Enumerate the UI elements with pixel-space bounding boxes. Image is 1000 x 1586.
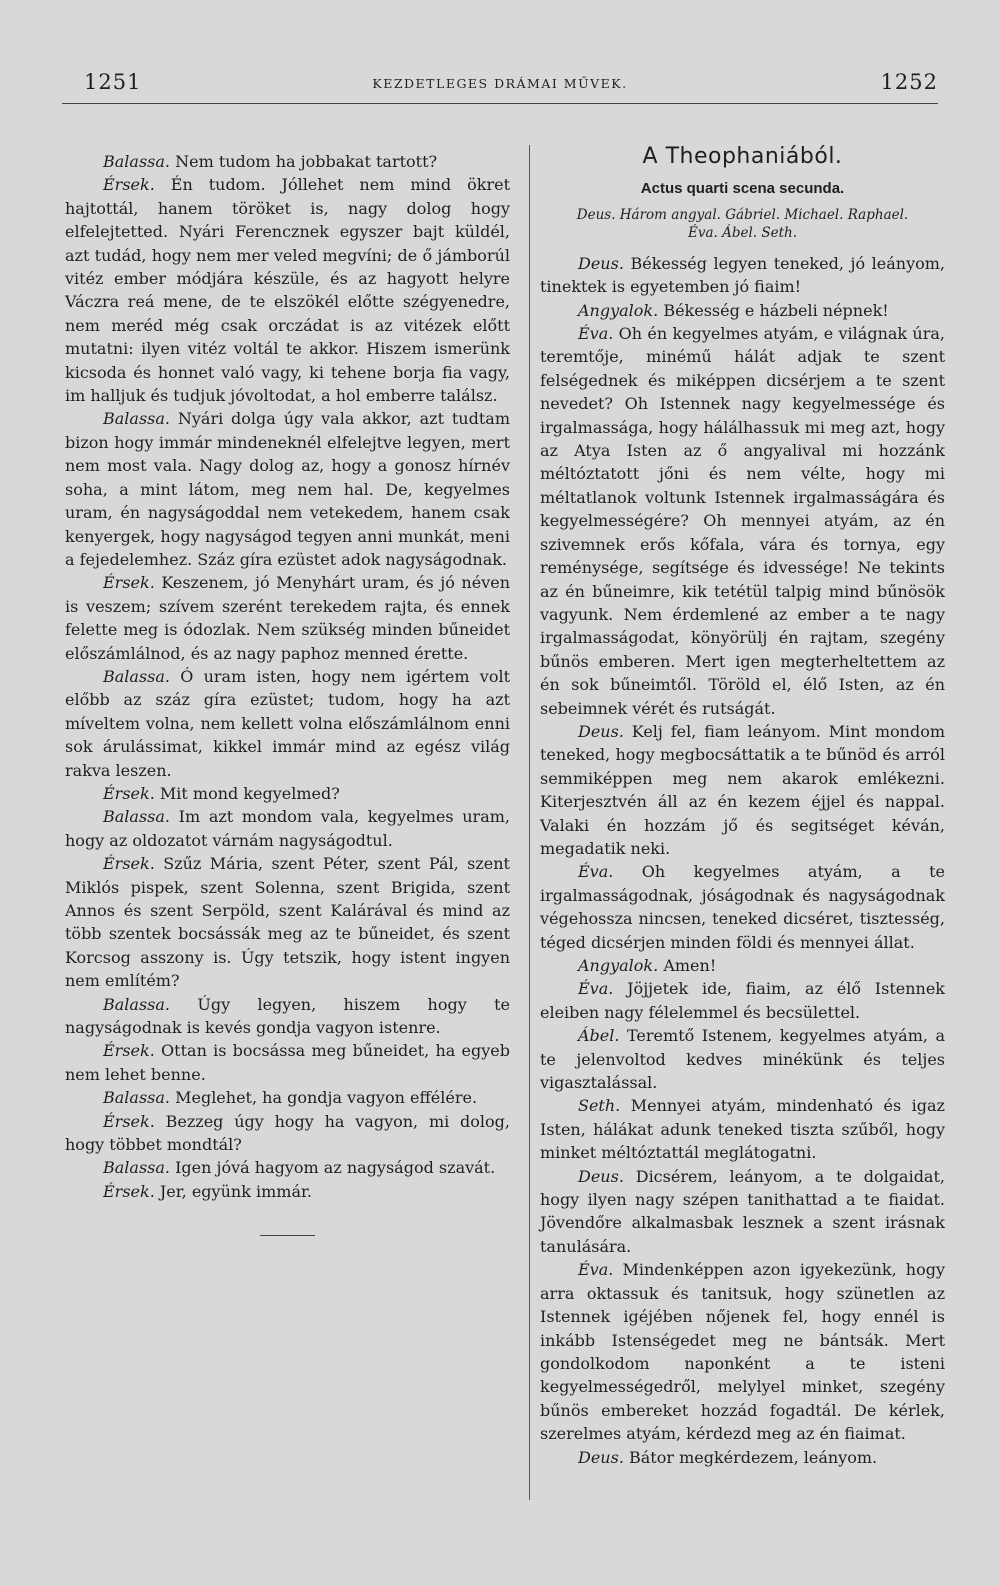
speech-paragraph [65, 173, 510, 407]
speaker-name: Angyalok. [578, 956, 659, 975]
speech-paragraph [540, 954, 945, 977]
speech-text: Én tudom. Jóllehet nem mind ökret hajtottál, hanem töröket is, nagy dolog hogy elfelejtetted. Nyári Ferencznek egyszer bajt küldél, azt tudád, hogy nem mer veled megvíni; de ő jámborúl vitéz ember módjára készüle, és az hagyott helyre Váczra reá mene, de te elszökél előtte szégyenedre, nem meréd még csak orczádat is az vitézek előtt mutatni: ilyen vitéz voltál te akkor. Hiszem ismerünk kicsoda és honnet való vagy, ki tehene borja fia vagy, im halljuk és tudjuk jóvoltodat, a hol emberre találsz. [65, 175, 511, 406]
speaker-name: Érsek. [103, 783, 155, 803]
speaker-name: Éva. [578, 324, 614, 344]
speech-text: Szűz Mária, szent Péter, szent Pál, szent Miklós pispek, szent Solenna, szent Brigida, szent Annos és szent Serpöld, szent Kalárával és mind az több szentek bocsássák meg az te bűneidet, és szent Korcsog asszony is. Úgy tetszik, hogy istent ingyen nem említém? [65, 854, 510, 991]
end-rule [260, 1235, 315, 1236]
speech-text: Igen jóvá hagyom az nagyságod szavát. [175, 1158, 496, 1178]
speech-text: Kelj fel, fiam leányom. Mint mondom teneked, hogy megbocsáttatik a te bűnöd és arról semmiképpen meg nem akarok emlékezni. Kiterjesztvén áll az én kezem éjjel és nappal. Valaki én hozzám jő és segitséget kéván, megadatik neki. [540, 721, 945, 858]
speech-text: Amen! [663, 956, 717, 975]
speech-paragraph [540, 720, 945, 860]
speaker-name: Ábel. [578, 1026, 620, 1046]
speaker-name: Érsek. [103, 1041, 155, 1061]
speech-paragraph [540, 322, 945, 720]
speech-text: Im azt mondom vala, kegyelmes uram, hogy az oldozatot várnám nagyságodtul. [65, 807, 510, 850]
section-subtitle: Actus quarti scena secunda. [640, 180, 845, 198]
speech-text: Mindenképpen azon igyekezünk, hogy arra oktassuk és tanitsuk, hogy szünetlen az Istennek igéjében nőjenek fel, hogy ennél is inkább Istenségedet meg ne bántsák. Mert gondolkodom naponként a te isteni kegyelmességedről, melylyel minket, szegény bűnös embereket hozzád fogadtál. De kérlek, szerelmes atyám, kérdezd meg az én fiaimat. [540, 1260, 945, 1444]
speaker-name: Éva. [578, 979, 614, 999]
speech-text: Bezzeg úgy hogy ha vagyon, mi dolog, hogy többet mondtál? [65, 1111, 510, 1155]
speech-text: Meglehet, ha gondja vagyon effélére. [175, 1088, 478, 1108]
speaker-name: Érsek. [103, 854, 155, 874]
speaker-name: Balassa. [103, 666, 170, 686]
speech-text: Oh kegyelmes atyám, a te irgalmasságodnak, jóságodnak és nagyságodnak végehossza nincsen, teneked dicséret, tisztesség, téged dicsérjen minden földi és mennyei állat. [540, 862, 945, 952]
speech-paragraph [540, 1094, 945, 1164]
speaker-name: Éva. [578, 1260, 614, 1280]
speaker-name: Balassa. [103, 1088, 170, 1108]
speaker-name: Angyalok. [578, 300, 659, 320]
speech-paragraph [540, 1258, 945, 1445]
speech-paragraph [540, 252, 945, 299]
speech-text: Mit mond kegyelmed? [159, 783, 340, 803]
speech-text: Mennyei atyám, mindenható és igaz Isten, hálákat adunk teneked tiszta szűből, hogy minket méltóztattál meglátogatni. [540, 1096, 945, 1163]
speech-text: Békesség e házbeli népnek! [663, 300, 889, 320]
speech-text: Ó uram isten, hogy nem igértem volt előbb az száz gíra ezüstet; tudom, hogy ha azt míveltem volna, nem kellett volna előszámlálnom enni sok árulássimat, kikkel immár mind az egész világ rakva leszen. [65, 666, 511, 780]
speech-paragraph [65, 1086, 510, 1109]
header-rule [62, 103, 938, 104]
speech-paragraph [65, 407, 510, 571]
speech-text: Oh én kegyelmes atyám, e világnak úra, teremtője, minémű hálát adjak te szent felségednek és miképpen dicsérjem a te szent nevedet? Oh Istennek nagy kegyelmessége és irgalmassága, hogy hálálhassuk mi meg azt, hogy az Atya Isten az ő angyalival mi hozzánk méltóztatott jőni és nem vélte, hogy mi méltatlanok voltunk Istennek irgalmasságára és kegyelmességére? Oh mennyei atyám, az én szivemnek erős kőfala, vára és tornya, egy reménysége, segítsége és idvessége! Ne tekints az én bűneimre, kik tetétül talpig mind bűnösök vagyunk. Nem érdemlené az ember a te nagy irgalmasságodat, könyörülj én rajtam, szegény bűnös emberen. Mert igen megterheltettem az én sok bűneimtől. Töröld el, élő Isten, az én sebeimnek vérét és rutságát. [540, 324, 945, 718]
speech-text: Teremtő Istenem, kegyelmes atyám, a te jelenvoltod kedves minékünk és teljes vigasztalással. [540, 1026, 946, 1093]
page-number-left: 1251 [84, 70, 142, 94]
left-speeches [65, 150, 510, 1203]
speaker-name: Balassa. [103, 994, 170, 1014]
speech-paragraph [65, 1156, 510, 1179]
speech-paragraph [65, 993, 510, 1040]
speech-paragraph [65, 1180, 510, 1203]
speaker-name: Érsek. [103, 1111, 155, 1131]
speaker-name: Deus. [578, 721, 624, 741]
speech-paragraph [65, 571, 510, 665]
speaker-name: Érsek. [103, 175, 155, 195]
speech-text: Békesség legyen teneked, jó leányom, tinektek is egyetemben jó fiaim! [540, 253, 945, 297]
speaker-name: Érsek. [103, 573, 155, 593]
running-title: KEZDETLEGES DRÁMAI MŰVEK. [372, 76, 628, 91]
speech-text: Ottan is bocsássa meg bűneidet, ha egyeb nem lehet benne. [65, 1041, 511, 1084]
running-header [62, 70, 938, 100]
speech-text: Nem tudom ha jobbakat tartott? [175, 152, 438, 171]
speech-paragraph [540, 1446, 945, 1469]
speech-paragraph [540, 299, 945, 322]
cast-list [540, 206, 945, 242]
speech-text: Jer, együnk immár. [159, 1181, 312, 1201]
speech-text: Keszenem, jó Menyhárt uram, és jó néven is veszem; szívem szerént terekedem rajta, és ennek felette meg is ódozlak. Nem szükség minden bűneidet előszámlálnod, és az nagy paphoz menned érette. [65, 573, 511, 663]
speech-paragraph [540, 860, 945, 954]
speech-paragraph [65, 1110, 510, 1157]
speech-paragraph [65, 852, 510, 992]
speaker-name: Deus. [578, 253, 624, 273]
speaker-name: Balassa. [103, 807, 170, 827]
speaker-name: Érsek. [103, 1181, 155, 1201]
speech-paragraph [540, 1165, 945, 1259]
speaker-name: Éva. [578, 862, 614, 882]
left-column [65, 150, 510, 1236]
speech-paragraph [65, 150, 510, 173]
speaker-name: Balassa. [103, 1158, 170, 1178]
speaker-name: Balassa. [103, 409, 170, 429]
speech-paragraph [540, 1024, 945, 1094]
speaker-name: Deus. [578, 1166, 624, 1186]
page-number-right: 1252 [880, 70, 938, 94]
speech-paragraph [65, 665, 510, 782]
speech-paragraph [65, 805, 510, 852]
speaker-name: Balassa. [103, 152, 170, 171]
speech-text: Dicsérem, leányom, a te dolgaidat, hogy ilyen nagy szépen tanithattad a te fiaidat. Jövendőre alkalmasbak lesznek a szent irásnak tanulására. [540, 1166, 945, 1256]
speech-text: Úgy legyen, hiszem hogy te nagyságodnak is kevés gondja vagyon istenre. [65, 994, 510, 1038]
speech-text: Jöjjetek ide, fiaim, az élő Istennek eleiben nagy félelemmel és becsülettel. [540, 979, 945, 1022]
right-column [540, 144, 946, 1469]
speech-paragraph [65, 1039, 510, 1086]
section-title: A Theophaniából. [642, 144, 843, 169]
speech-text: Bátor megkérdezem, leányom. [629, 1447, 878, 1467]
right-speeches [540, 252, 945, 1469]
speech-paragraph [540, 977, 945, 1024]
cast-line: Deus. Három angyal. Gábriel. Michael. Raphael. [576, 206, 909, 223]
speaker-name: Deus. [578, 1447, 624, 1467]
column-divider [529, 145, 530, 1500]
speaker-name: Seth. [578, 1096, 621, 1116]
speech-paragraph [65, 782, 510, 805]
speech-text: Nyári dolga úgy vala akkor, azt tudtam bizon hogy immár mindeneknél elfelejtve legyen, mert nem most vala. Nagy dolog az, hogy a gonosz hírnév soha, a mint látom, meg nem hal. De, kegyelmes uram, én nagyságoddal nem vetekedem, hanem csak kenyergek, hogy nagyságod tegyen anni munkát, meni a fejedelemhez. Száz gíra ezüstet adok nagyságodnak. [65, 409, 510, 569]
cast-line: Éva. Ábel. Seth. [687, 224, 798, 241]
